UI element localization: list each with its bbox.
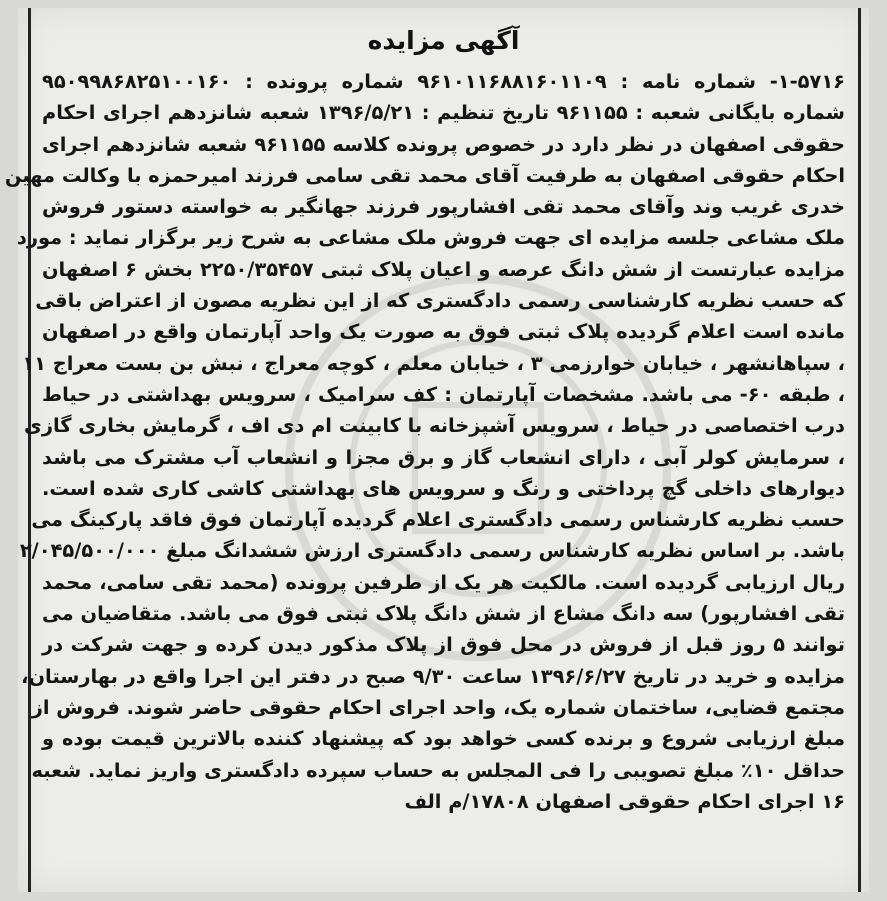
notice-line: مانده است اعلام گردیده پلاک ثبتی فوق به صورت یک واحد آپارتمان واقع در اصفهان xyxy=(42,320,845,344)
notice-line: تقی افشارپور) سه دانگ مشاع از شش دانگ پلاک ثبتی فوق می باشد. متقاضیان می xyxy=(42,602,845,626)
notice-body xyxy=(4,66,846,817)
notice-line: حسب نظریه کارشناس رسمی دادگستری اعلام گردیده آپارتمان فوق فاقد پارکینگ می xyxy=(31,508,845,532)
notice-line: ، سرمایش کولر آبی ، دارای انشعاب گاز و برق مجزا و انشعاب آب مشترک می باشد xyxy=(42,445,845,469)
notice-line: حداقل ۱۰٪ مبلغ تصویبی را فی المجلس به حساب سپرده دادگستری واریز نماید. شعبه xyxy=(31,758,845,782)
notice-line: ۱-۵۷۱۶- شماره نامه : ۹۶۱۰۱۱۶۸۸۱۶۰۱۱۰۹ شماره پرونده : ۹۵۰۹۹۸۶۸۲۵۱۰۰۱۶۰ xyxy=(42,70,845,93)
newspaper-clipping xyxy=(4,8,869,892)
notice-line: حقوقی اصفهان در نظر دارد در خصوص پرونده کلاسه ۹۶۱۱۵۵ شعبه شانزدهم اجرای xyxy=(42,132,845,156)
notice-line: ملک مشاعی جلسه مزایده ای جهت فروش ملک مشاعی به شرح زیر برگزار نماید : مورد xyxy=(16,226,845,250)
notice-line: ، طبقه ۶۰- می باشد. مشخصات آپارتمان : کف سرامیک ، سرویس بهداشتی در حیاط xyxy=(42,382,845,406)
notice-line: باشد. بر اساس نظریه کارشناس رسمی دادگستری ارزش ششدانگ مبلغ ۲/۰۴۵/۵۰۰/۰۰۰ xyxy=(19,539,845,563)
notice-line: مزایده و خرید در تاریخ ۱۳۹۶/۶/۲۷ ساعت ۹/۳۰ صبح در دفتر این اجرا واقع در بهارستان، xyxy=(21,664,845,688)
right-border-rule xyxy=(858,8,861,892)
notice-line: مزایده عبارتست از شش دانگ عرصه و اعیان پلاک ثبتی ۲۲۵۰/۳۵۴۵۷ بخش ۶ اصفهان xyxy=(42,257,846,281)
notice-line: درب اختصاصی در حیاط ، سرویس آشپزخانه با کابینت ام دی اف ، گرمایش بخاری گازی xyxy=(24,414,845,438)
notice-line: خدری غریب وند وآقای محمد تقی افشارپور فرزند جهانگیر به خواسته دستور فروش xyxy=(42,195,845,219)
notice-line: دیوارهای داخلی گچ پرداختی و رنگ و سرویس های بهداشتی کاشی کاری شده است. xyxy=(42,476,845,500)
notice-line: مجتمع قضایی، ساختمان شماره یک، واحد اجرای احکام حقوقی حاضر شوند. فروش از xyxy=(31,695,845,719)
notice-line: شماره بایگانی شعبه : ۹۶۱۱۵۵ تاریخ تنظیم : ۱۳۹۶/۵/۲۱ شعبه شانزدهم اجرای احکام xyxy=(42,101,845,125)
notice-line: مبلغ ارزیابی شروع و برنده کسی خواهد بود که پیشنهاد کننده بالاترین قیمت بوده و xyxy=(42,727,845,751)
notice-line: ۱۶ اجرای احکام حقوقی اصفهان ۱۷۸۰۸/م الف xyxy=(404,789,845,813)
notice-line: ریال ارزیابی گردیده است. مالکیت هر یک از طرفین پرونده (محمد تقی سامی، محمد xyxy=(42,570,845,594)
notice-title: آگهی مزایده xyxy=(367,26,520,55)
notice-line: توانند ۵ روز قبل از فروش در محل فوق از پلاک مذکور دیدن کرده و جهت شرکت در xyxy=(42,633,845,657)
notice-line: ، سپاهانشهر ، خیابان خوارزمی ۳ ، خیابان معلم ، کوچه معراج ، نبش بن بست معراج ۱۱ xyxy=(22,351,845,375)
left-border-rule xyxy=(28,8,31,892)
notice-line: احکام حقوقی اصفهان به طرفیت آقای محمد تقی سامی فرزند امیرحمزه با وکالت مهین xyxy=(4,163,845,187)
notice-line: که حسب نظریه کارشناسی رسمی دادگستری که از این نظریه مصون از اعتراض باقی xyxy=(35,289,845,313)
